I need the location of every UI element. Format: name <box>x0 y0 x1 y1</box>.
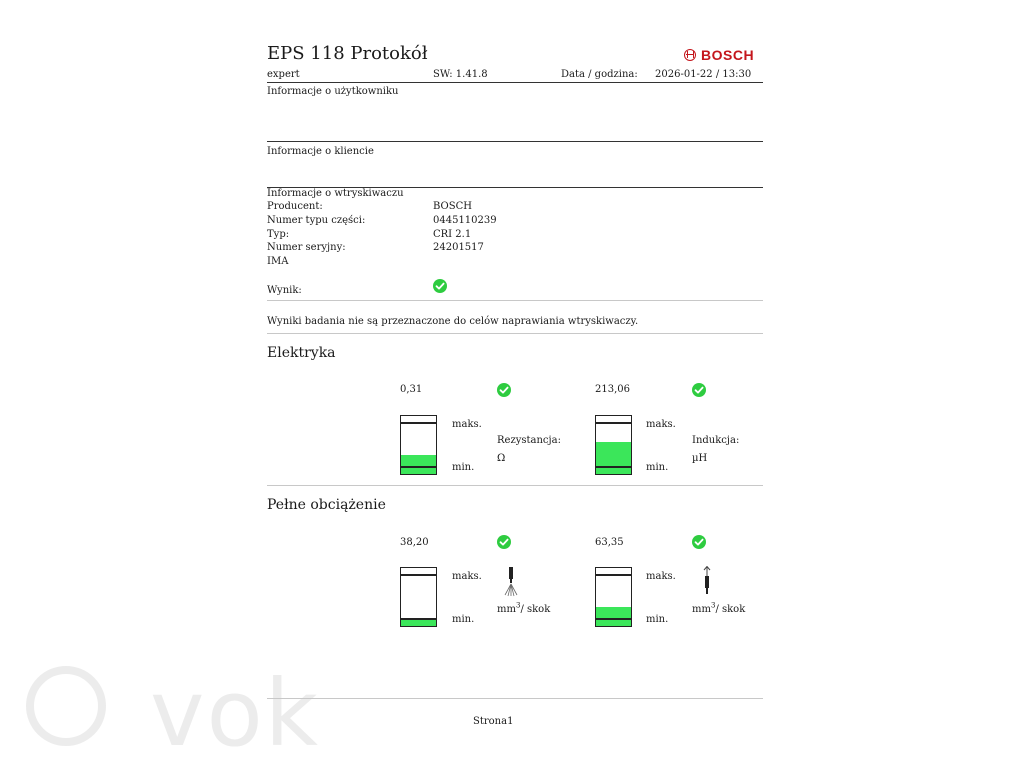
serial-number-label: Numer seryjny: <box>267 242 346 253</box>
gauge-max-line <box>596 422 631 424</box>
resistance-name: Rezystancja: <box>497 435 561 446</box>
electrics-title: Elektryka <box>267 345 336 361</box>
gauge-min-line <box>596 618 631 620</box>
result-divider <box>267 300 763 301</box>
footer-divider <box>267 698 763 699</box>
injector-info-label: Informacje o wtryskiwaczu <box>267 188 404 199</box>
resistance-min-label: min. <box>452 462 475 473</box>
serial-number-value: 24201517 <box>433 242 484 253</box>
injection-unit: $mm^3/$ skok <box>497 601 551 615</box>
part-number-label: Numer typu części: <box>267 215 366 226</box>
inductance-name: Indukcja: <box>692 435 740 446</box>
resistance-ok-icon <box>497 383 511 397</box>
inductance-ok-icon <box>692 383 706 397</box>
electrics-divider <box>267 485 763 486</box>
gauge-max-line <box>401 574 436 576</box>
type-value: CRI 2.1 <box>433 229 472 240</box>
resistance-unit: Ω <box>497 453 506 464</box>
date-value: 2026-01-22 / 13:30 <box>655 69 752 80</box>
page-number: Strona1 <box>473 716 514 727</box>
inductance-unit: µH <box>692 453 708 464</box>
injection-value: 38,20 <box>400 537 429 548</box>
page-title: EPS 118 Protokół <box>267 43 428 64</box>
client-info-label: Informacje o kliencie <box>267 146 374 157</box>
injection-gauge-fill <box>401 619 436 626</box>
part-number-value: 0445110239 <box>433 215 497 226</box>
resistance-gauge <box>400 415 437 475</box>
type-label: Typ: <box>267 229 290 240</box>
bosch-logo-text: BOSCH <box>701 47 755 63</box>
resistance-max-label: maks. <box>452 419 482 430</box>
injector-spray-icon <box>503 566 519 598</box>
user-info-label: Informacje o użytkowniku <box>267 86 399 97</box>
gauge-min-line <box>596 466 631 468</box>
inductance-gauge-fill <box>596 442 631 474</box>
watermark-logo-icon <box>26 666 106 746</box>
injection-ok-icon <box>497 535 511 549</box>
inductance-max-label: maks. <box>646 419 676 430</box>
return-gauge-fill <box>596 607 631 626</box>
result-ok-icon <box>433 279 447 293</box>
injector-return-icon <box>699 566 715 598</box>
resistance-gauge-fill <box>401 455 436 474</box>
gauge-min-line <box>401 466 436 468</box>
producer-value: BOSCH <box>433 201 472 212</box>
resistance-value: 0,31 <box>400 384 423 395</box>
user-level: expert <box>267 69 300 80</box>
return-value: 63,35 <box>595 537 624 548</box>
bosch-armature-icon <box>684 49 696 61</box>
gauge-max-line <box>596 574 631 576</box>
inductance-min-label: min. <box>646 462 669 473</box>
injection-gauge <box>400 567 437 627</box>
return-unit: $mm^3/$ skok <box>692 601 746 615</box>
header-divider <box>267 82 763 83</box>
inductance-gauge <box>595 415 632 475</box>
full-load-title: Pełne obciążenie <box>267 497 386 513</box>
date-label: Data / godzina: <box>561 69 638 80</box>
producer-label: Producent: <box>267 201 323 212</box>
ima-label: IMA <box>267 256 289 267</box>
watermark-text: vok <box>150 660 321 767</box>
inductance-value: 213,06 <box>595 384 630 395</box>
notice-text: Wyniki badania nie są przeznaczone do celów naprawiania wtryskiwaczy. <box>267 316 639 327</box>
result-label: Wynik: <box>267 285 302 296</box>
gauge-max-line <box>401 422 436 424</box>
notice-divider <box>267 333 763 334</box>
gauge-min-line <box>401 618 436 620</box>
user-info-divider <box>267 141 763 142</box>
return-min-label: min. <box>646 614 669 625</box>
software-version: SW: 1.41.8 <box>433 69 488 80</box>
return-gauge <box>595 567 632 627</box>
return-max-label: maks. <box>646 571 676 582</box>
return-ok-icon <box>692 535 706 549</box>
injection-max-label: maks. <box>452 571 482 582</box>
injection-min-label: min. <box>452 614 475 625</box>
